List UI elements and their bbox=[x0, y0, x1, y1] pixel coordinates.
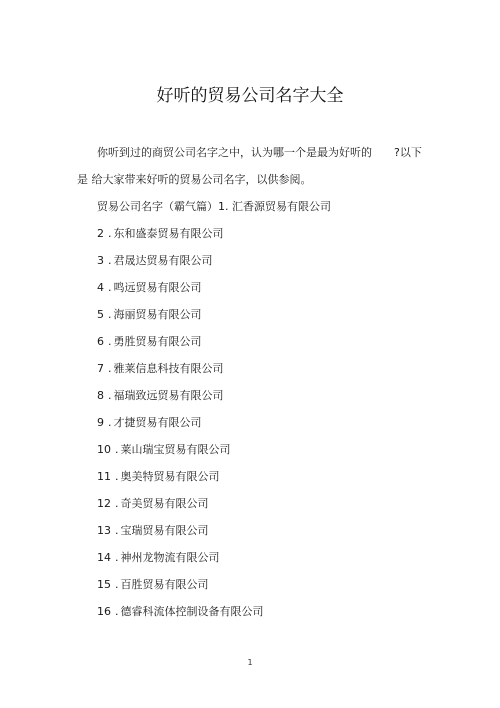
list-item bbox=[97, 334, 264, 361]
list-item bbox=[97, 577, 264, 604]
list-item bbox=[97, 361, 264, 388]
company-name: 奇美贸易有限公司 bbox=[120, 497, 209, 510]
company-name: 雅莱信息科技有限公司 bbox=[113, 362, 224, 375]
company-name: 百胜贸易有限公司 bbox=[120, 578, 209, 591]
item-separator: . bbox=[108, 416, 112, 429]
company-name: 君晟达贸易有限公司 bbox=[113, 254, 213, 267]
list-heading: 贸易公司名字（霸气篇）1. 汇香源贸易有限公司 bbox=[97, 200, 331, 213]
company-name-list bbox=[97, 226, 264, 631]
company-name: 宝瑞贸易有限公司 bbox=[120, 524, 209, 537]
item-number: 15 bbox=[97, 578, 111, 591]
item-separator: . bbox=[108, 308, 112, 321]
list-item bbox=[97, 469, 264, 496]
company-name: 鸣远贸易有限公司 bbox=[113, 281, 202, 294]
list-item bbox=[97, 604, 264, 631]
item-separator: . bbox=[115, 524, 119, 537]
item-number: 8 bbox=[97, 389, 104, 402]
list-item bbox=[97, 280, 264, 307]
intro-line-1-tail: ?以下 bbox=[394, 146, 422, 159]
company-name: 奥美特贸易有限公司 bbox=[120, 470, 220, 483]
list-item bbox=[97, 226, 264, 253]
list-item bbox=[97, 415, 264, 442]
company-name: 德睿科流体控制设备有限公司 bbox=[120, 605, 264, 618]
item-separator: . bbox=[115, 443, 119, 456]
company-name: 东和盛泰贸易有限公司 bbox=[113, 227, 224, 240]
item-separator: . bbox=[108, 335, 112, 348]
company-name: 神州龙物流有限公司 bbox=[120, 551, 220, 564]
item-separator: . bbox=[115, 605, 119, 618]
item-number: 4 bbox=[97, 281, 104, 294]
list-item bbox=[97, 307, 264, 334]
item-number: 5 bbox=[97, 308, 104, 321]
item-number: 9 bbox=[97, 416, 104, 429]
item-number: 3 bbox=[97, 254, 104, 267]
item-separator: . bbox=[108, 254, 112, 267]
intro-line-1: 你听到过的商贸公司名字之中，认为哪一个是最为好听的 bbox=[97, 146, 372, 159]
item-separator: . bbox=[108, 389, 112, 402]
item-separator: . bbox=[115, 551, 119, 564]
item-number: 16 bbox=[97, 605, 111, 618]
list-item bbox=[97, 496, 264, 523]
item-separator: . bbox=[115, 470, 119, 483]
item-number: 13 bbox=[97, 524, 111, 537]
item-number: 12 bbox=[97, 497, 111, 510]
item-separator: . bbox=[115, 497, 119, 510]
list-item bbox=[97, 388, 264, 415]
item-number: 14 bbox=[97, 551, 111, 564]
item-number: 10 bbox=[97, 443, 111, 456]
item-number: 2 bbox=[97, 227, 104, 240]
company-name: 勇胜贸易有限公司 bbox=[113, 335, 202, 348]
company-name: 才捷贸易有限公司 bbox=[113, 416, 202, 429]
item-separator: . bbox=[108, 362, 112, 375]
item-number: 11 bbox=[97, 470, 111, 483]
company-name: 福瑞致远贸易有限公司 bbox=[113, 389, 224, 402]
company-name: 莱山瑞宝贸易有限公司 bbox=[120, 443, 231, 456]
document-title: 好听的贸易公司名字大全 bbox=[156, 86, 344, 106]
list-item bbox=[97, 253, 264, 280]
page-number: 1 bbox=[247, 658, 253, 667]
intro-line-2: 是 给大家带来好听的贸易公司名字，以供参阅。 bbox=[77, 173, 312, 186]
list-item bbox=[97, 550, 264, 577]
item-number: 7 bbox=[97, 362, 104, 375]
list-item bbox=[97, 523, 264, 550]
item-separator: . bbox=[108, 281, 112, 294]
item-number: 6 bbox=[97, 335, 104, 348]
item-separator: . bbox=[108, 227, 112, 240]
list-item bbox=[97, 442, 264, 469]
company-name: 海丽贸易有限公司 bbox=[113, 308, 202, 321]
item-separator: . bbox=[115, 578, 119, 591]
